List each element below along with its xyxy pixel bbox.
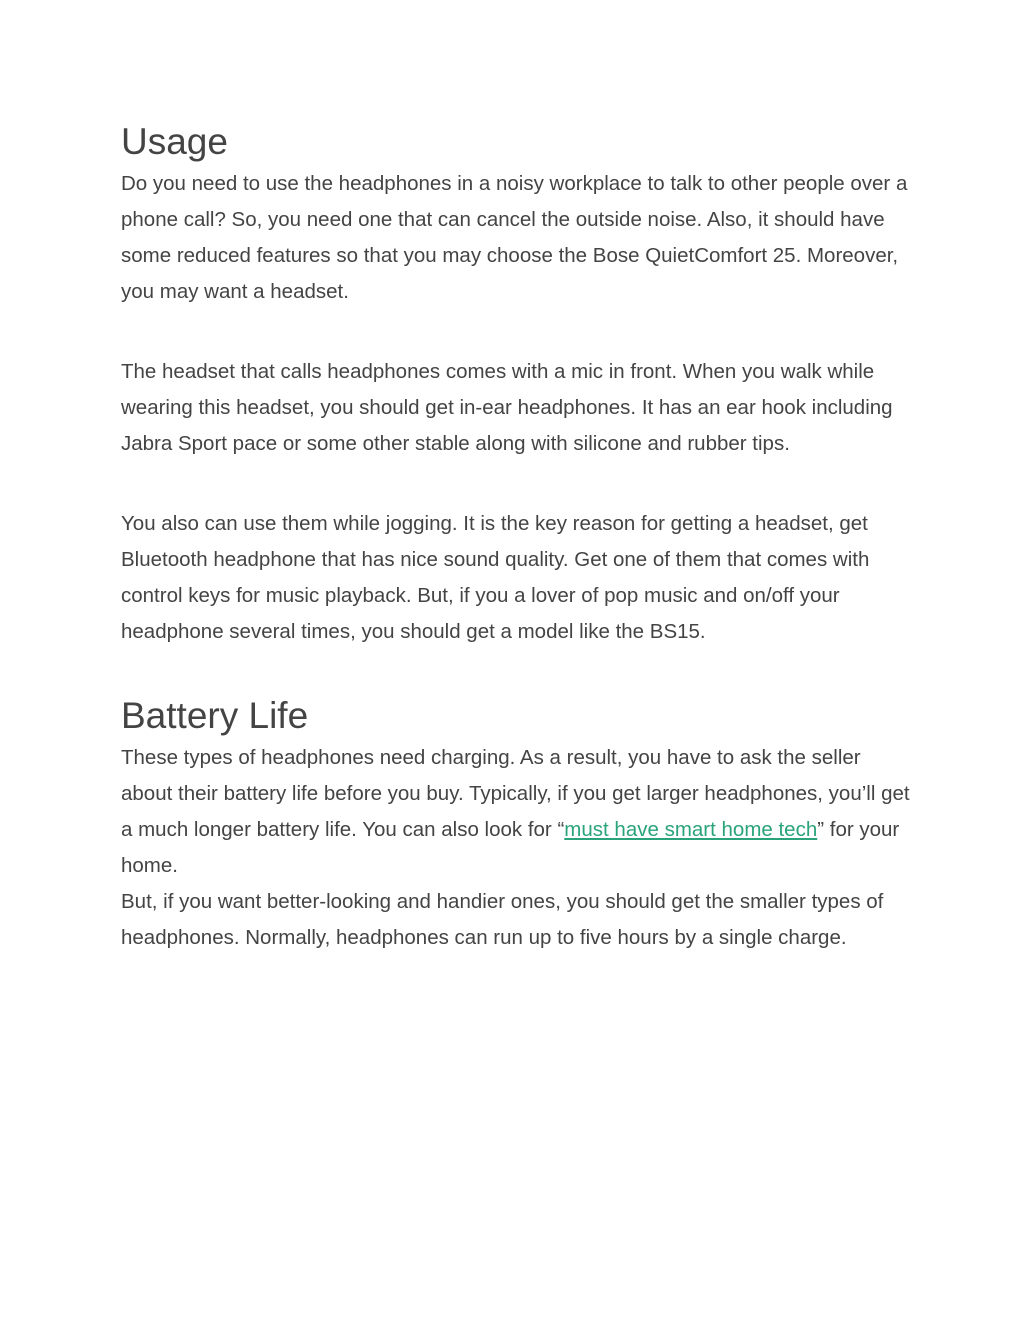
battery-life-section <box>121 692 911 956</box>
usage-section <box>121 118 911 650</box>
smart-home-tech-link[interactable]: must have smart home tech <box>564 818 818 841</box>
usage-paragraph-1: Do you need to use the headphones in a noisy workplace to talk to other people over a phone call? So, you need one that can cancel the outside noise. Also, it should have some reduced features so that you may choose the Bose QuietComfort 25. Moreover, you may want a headset. <box>121 172 908 303</box>
usage-heading: Usage <box>121 121 228 162</box>
battery-text-before-link: These types of headphones need charging. As a result, you have to ask the seller about their battery life before you buy. Typically, if you get larger headphones, you’ll get a much longer battery life. You can also look for “ <box>121 746 910 841</box>
usage-paragraph-2: The headset that calls headphones comes with a mic in front. When you walk while wearing this headset, you should get in-ear headphones. It has an ear hook including Jabra Sport pace or some other stable along with silicone and rubber tips. <box>121 360 893 455</box>
battery-life-heading: Battery Life <box>121 695 309 736</box>
document-page <box>121 118 911 956</box>
usage-paragraph-3: You also can use them while jogging. It is the key reason for getting a headset, get Bluetooth headphone that has nice sound quality. Get one of them that comes with control keys for music playback. But, if you a lover of pop music and on/off your headphone several times, you should get a model like the BS15. <box>121 512 870 643</box>
battery-paragraph-1 <box>121 740 911 884</box>
battery-text-after-link: ” for your home. <box>121 818 900 877</box>
battery-paragraph-2: But, if you want better-looking and handier ones, you should get the smaller types of headphones. Normally, headphones can run up to five hours by a single charge. <box>121 890 884 949</box>
